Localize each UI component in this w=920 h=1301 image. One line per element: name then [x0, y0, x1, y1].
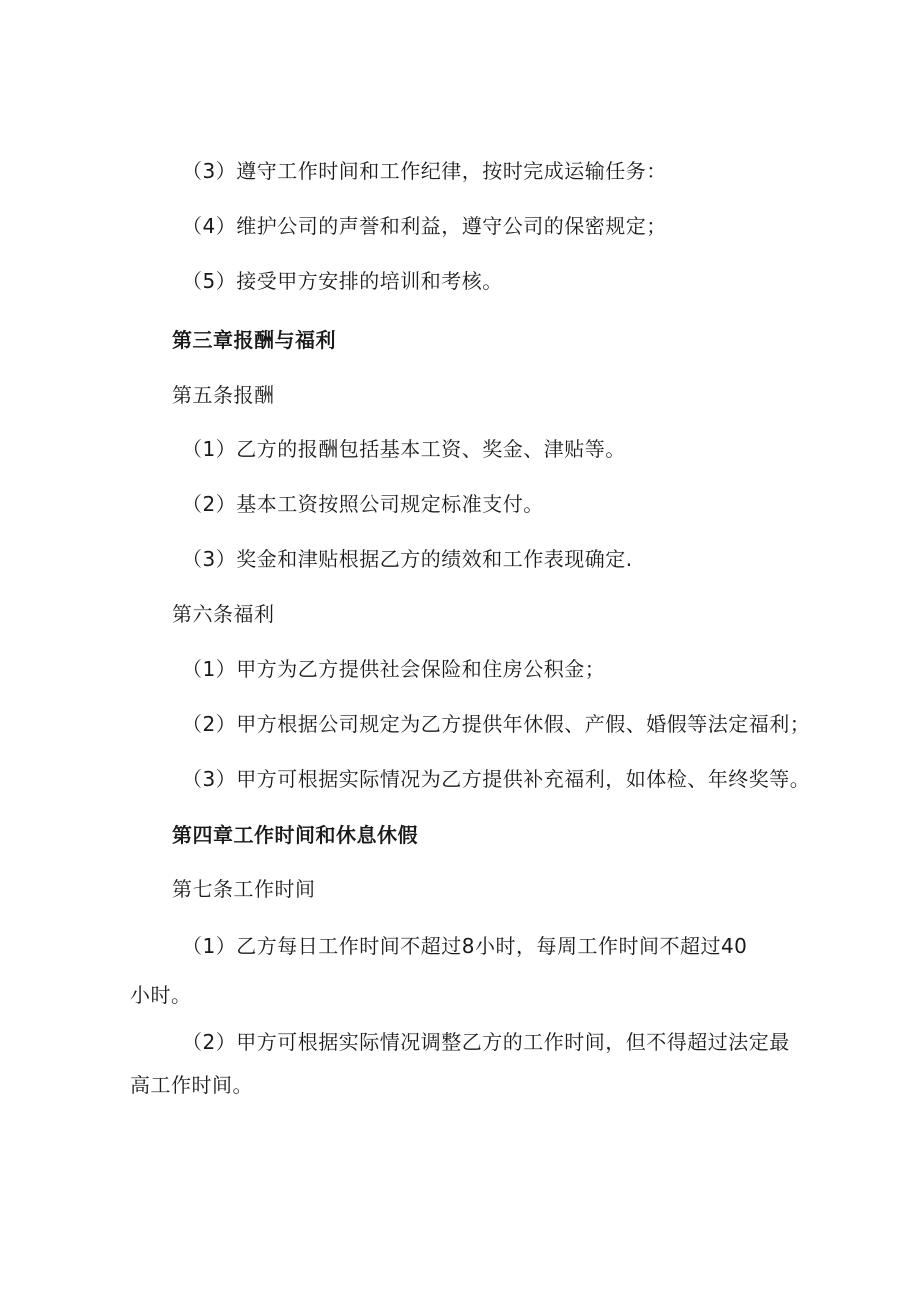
article-5-item-1: （1）乙方的报酬包括基本工资、奖金、津贴等。 — [182, 437, 626, 461]
chapter-3-title: 第三章报酬与福利 — [172, 328, 336, 352]
duty-item-3: （3）遵守工作时间和工作纪律，按时完成运输任务： — [182, 159, 667, 183]
article-6-title: 第六条福利 — [172, 602, 275, 626]
article-5-item-3: （3）奖金和津贴根据乙方的绩效和工作表现确定. — [182, 547, 633, 571]
article-6-item-2: （2）甲方根据公司规定为乙方提供年休假、产假、婚假等法定福利； — [182, 712, 811, 736]
duty-item-4: （4）维护公司的声誉和利益，遵守公司的保密规定； — [182, 214, 667, 238]
article-7-item-2-line-1: （2）甲方可根据实际情况调整乙方的工作时间，但不得超过法定最 — [182, 1030, 790, 1054]
article-5-title: 第五条报酬 — [172, 383, 275, 407]
chapter-4-title: 第四章工作时间和休息休假 — [172, 823, 418, 847]
article-6-item-3: （3）甲方可根据实际情况为乙方提供补充福利，如体检、年终奖等。 — [182, 767, 811, 791]
article-7-item-1-line-2: 小时。 — [130, 983, 192, 1007]
article-6-item-1: （1）甲方为乙方提供社会保险和住房公积金； — [182, 657, 606, 681]
article-5-item-2: （2）基本工资按照公司规定标准支付。 — [182, 492, 544, 516]
article-7-item-1-line-1: （1）乙方每日工作时间不超过8小时，每周工作时间不超过40 — [182, 934, 748, 958]
article-7-title: 第七条工作时间 — [172, 877, 316, 901]
duty-item-5: （5）接受甲方安排的培训和考核。 — [182, 269, 503, 293]
article-7-item-2-line-2: 高工作时间。 — [130, 1073, 253, 1097]
